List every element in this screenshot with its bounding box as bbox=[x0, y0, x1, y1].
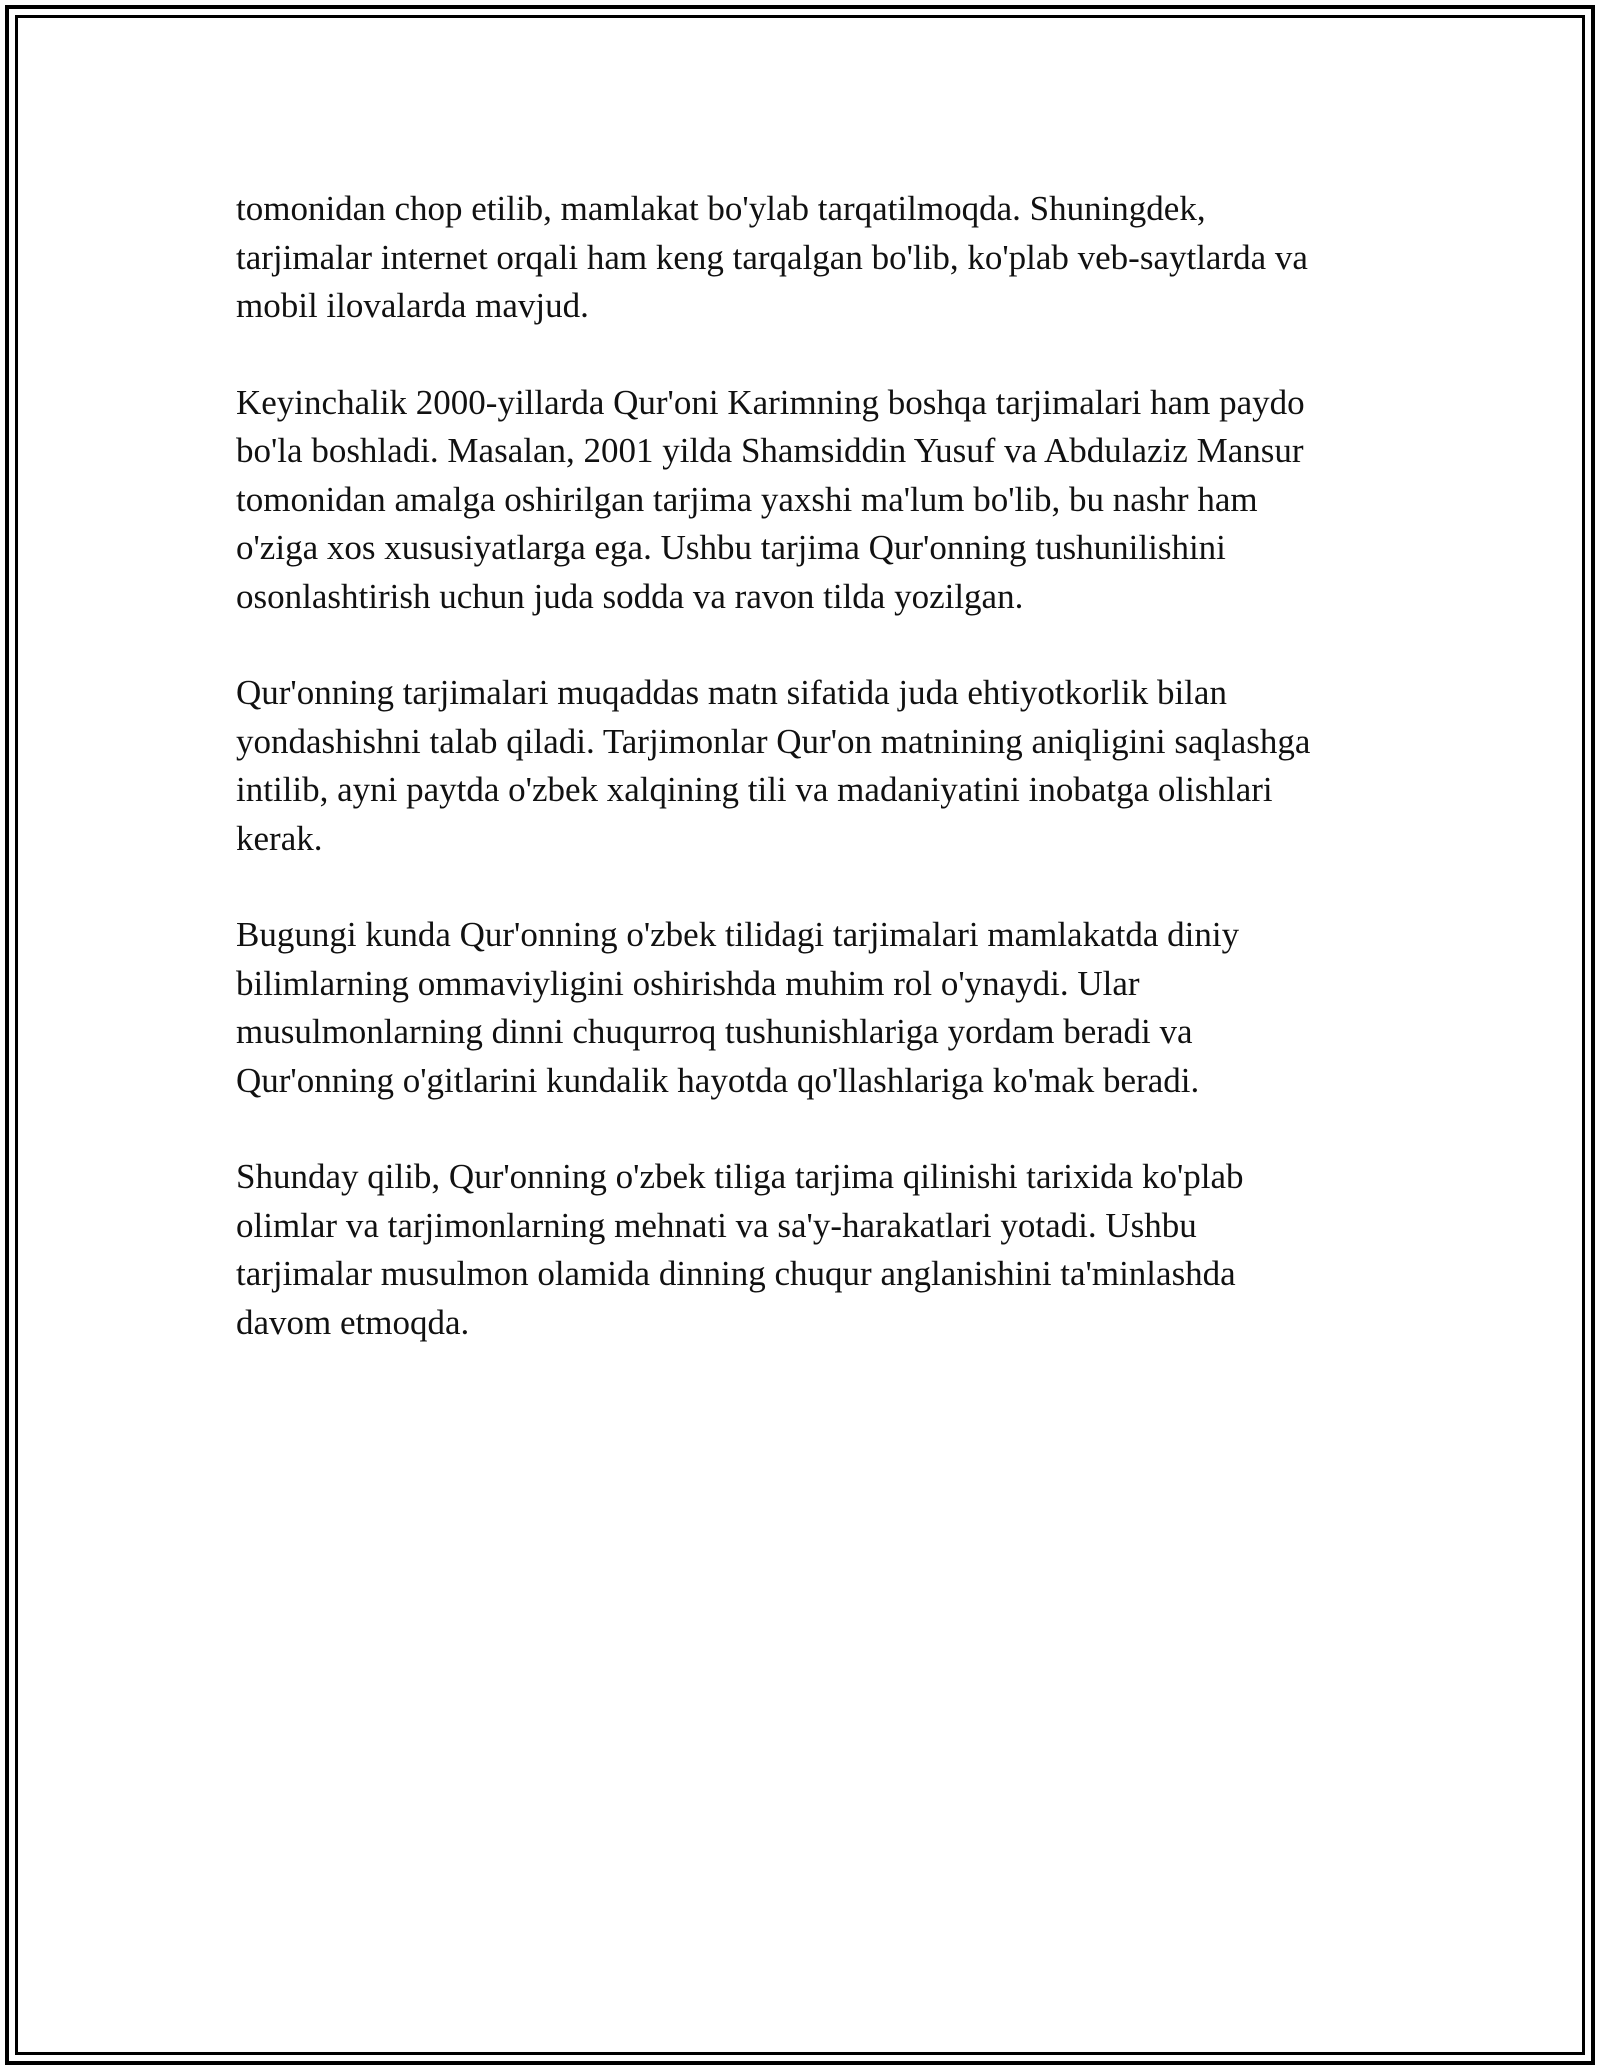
paragraph: tomonidan chop etilib, mamlakat bo'ylab tarqatilmoqda. Shuningdek, tarjimalar internet orqali ham keng tarqalgan bo'lib, ko'plab veb-saytlarda va mobil ilovalarda mavjud. bbox=[236, 189, 1308, 325]
paragraph: Qur'onning tarjimalari muqaddas matn sifatida juda ehtiyotkorlik bilan yondashishni talab qiladi. Tarjimonlar Qur'on matnining aniqligini saqlashga intilib, ayni paytda o'zbek xalqining tili va madaniyatini inobatga olishlari kerak. bbox=[236, 673, 1311, 858]
document-body bbox=[236, 185, 1376, 1395]
paragraph: Keyinchalik 2000-yillarda Qur'oni Karimning boshqa tarjimalari ham paydo bo'la boshladi. Masalan, 2001 yilda Shamsiddin Yusuf va Abdulaziz Mansur tomonidan amalga oshirilgan tarjima yaxshi ma'lum bo'lib, bu nashr ham o'ziga xos xususiyatlarga ega. Ushbu tarjima Qur'onning tushunilishini osonlashtirish uchun juda sodda va ravon tilda yozilgan. bbox=[236, 382, 1305, 616]
paragraph: Shunday qilib, Qur'onning o'zbek tiliga tarjima qilinishi tarixida ko'plab olimlar va tarjimonlarning mehnati va sa'y-harakatlari yotadi. Ushbu tarjimalar musulmon olamida dinning chuqur anglanishini ta'minlashda davom etmoqda. bbox=[236, 1157, 1244, 1342]
paragraph: Bugungi kunda Qur'onning o'zbek tilidagi tarjimalari mamlakatda diniy bilimlarning ommaviyligini oshirishda muhim rol o'ynaydi. Ular musulmonlarning dinni chuqurroq tushunishlariga yordam beradi va Qur'onning o'gitlarini kundalik hayotda qo'llashlariga ko'mak beradi. bbox=[236, 915, 1240, 1100]
